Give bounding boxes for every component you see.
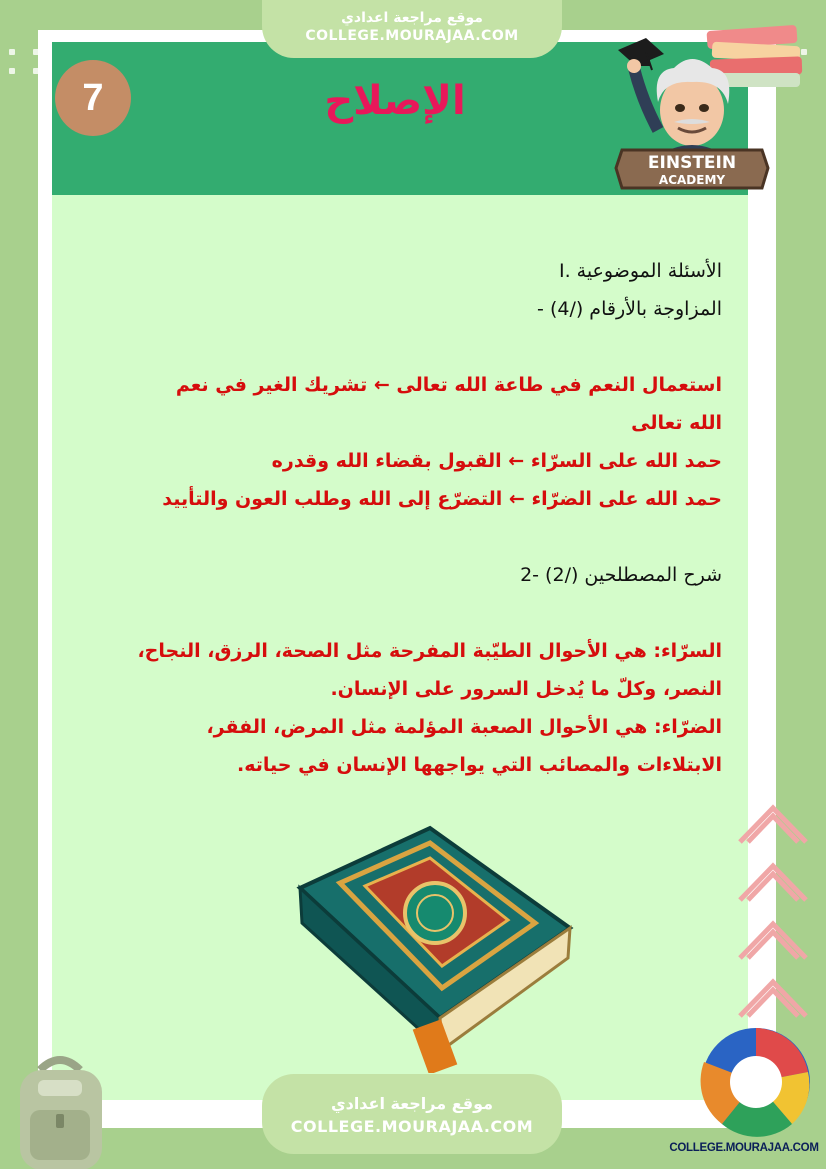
section2-heading: شرح المصطلحين (/2) -2 [520, 564, 722, 586]
backpack-icon [0, 1050, 120, 1169]
site-tab-bottom[interactable] [262, 1074, 562, 1154]
site-arabic-name: موقع مراجعة اعدادي [341, 10, 483, 26]
svg-text:ACADEMY: ACADEMY [658, 173, 726, 187]
svg-text:EINSTEIN: EINSTEIN [647, 153, 737, 173]
site-arabic-name: موقع مراجعة اعدادي [330, 1094, 494, 1113]
site-tab-top[interactable] [262, 0, 562, 58]
answer-content [80, 252, 722, 784]
definition-line: الضرّاء: هي الأحوال الصعبة المؤلمة مثل المرض، الفقر، [206, 716, 722, 738]
site-url[interactable]: COLLEGE.MOURAJAA.COM [305, 28, 519, 44]
chevron-up-icon [728, 790, 818, 1060]
brand-url[interactable]: COLLEGE.MOURAJAA.COM [669, 1142, 819, 1154]
answer-line: حمد الله على السرّاء ← القبول بقضاء الله وقدره [271, 450, 722, 472]
quran-book-icon [280, 818, 580, 1073]
section1-subheading: المزاوجة بالأرقام (/4) - [537, 298, 722, 320]
site-url[interactable]: COLLEGE.MOURAJAA.COM [290, 1117, 534, 1136]
definition-line: الابتلاءات والمصائب التي يواجهها الإنسان في حياته. [237, 754, 722, 776]
answer-line: الله تعالى [631, 412, 722, 434]
page-number-badge: 7 [55, 60, 131, 136]
education-wheel-icon [692, 1022, 820, 1144]
einstein-academy-logo-icon [612, 10, 822, 200]
section1-heading: الأسئلة الموضوعية .I [558, 260, 722, 282]
answer-line: حمد الله على الضرّاء ← التضرّع إلى الله وطلب العون والتأييد [162, 488, 722, 510]
answer-line: استعمال النعم في طاعة الله تعالى ← تشريك الغير في نعم [175, 374, 722, 396]
definition-line: النصر، وكلّ ما يُدخل السرور على الإنسان. [330, 678, 722, 700]
definition-line: السرّاء: هي الأحوال الطيّبة المفرحة مثل الصحة، الرزق، النجاح، [137, 640, 722, 662]
page-title: الإصلاح [324, 78, 466, 124]
